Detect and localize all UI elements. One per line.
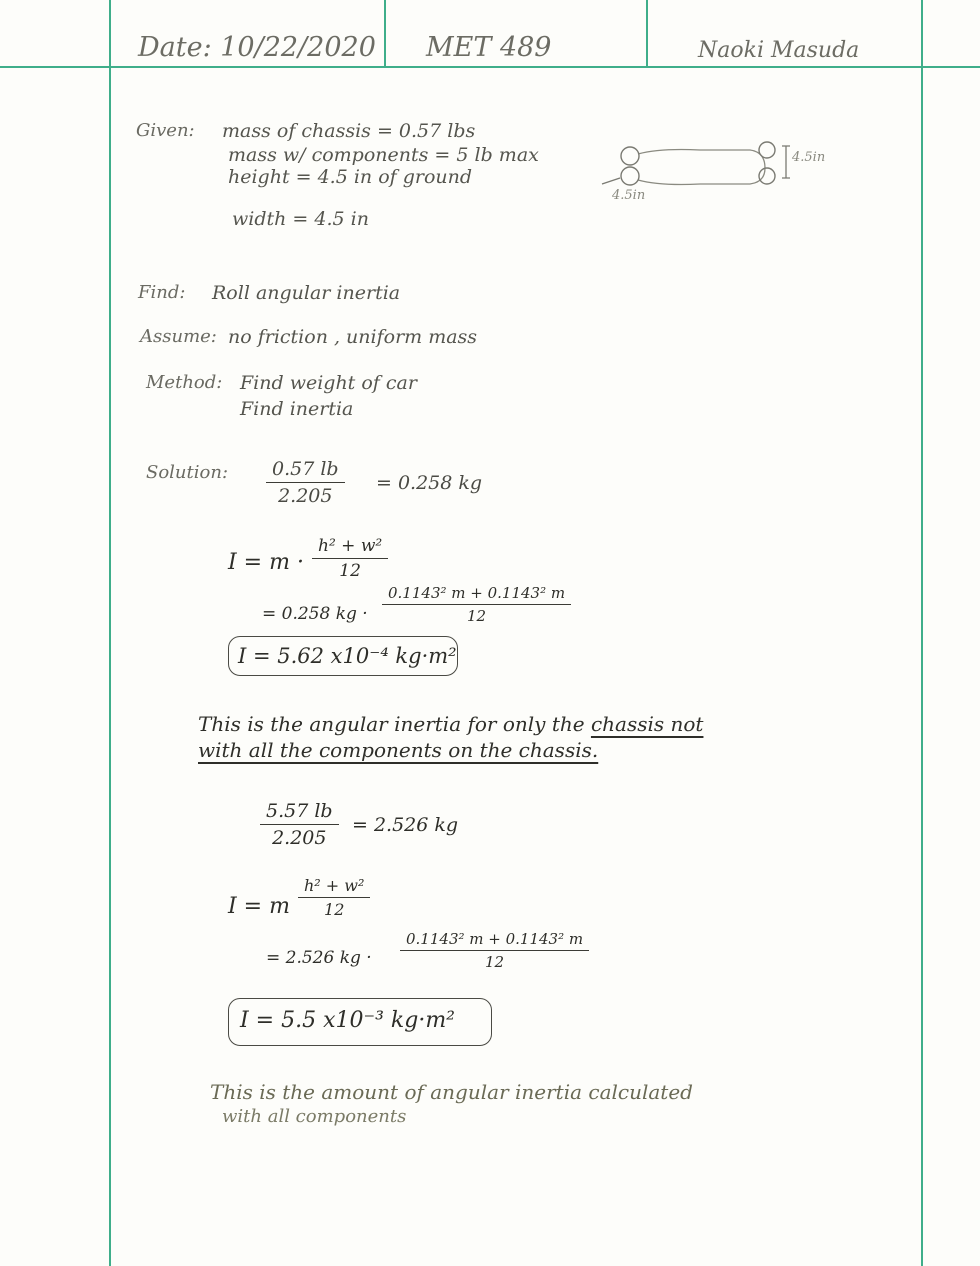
inertia2-answer: I = 5.5 x10⁻³ kg·m²	[240, 1008, 456, 1033]
method-label: Method:	[146, 372, 223, 393]
conv1-numerator: 0.57 lb	[266, 458, 345, 483]
header-divider-1	[384, 0, 386, 66]
conv2-numerator: 5.57 lb	[260, 800, 339, 825]
header-course: MET 489	[426, 32, 552, 63]
conv1-result: = 0.258 kg	[376, 472, 483, 494]
margin-line-left	[109, 0, 111, 1266]
given-line-3: height = 4.5 in of ground	[228, 166, 473, 188]
note2-line-2: with all components	[222, 1106, 407, 1127]
find-text: Roll angular inertia	[212, 282, 401, 304]
car-body-outline	[638, 150, 765, 185]
inertia2-formula	[298, 876, 370, 919]
method-line-2: Find inertia	[240, 398, 354, 420]
conv2-result: = 2.526 kg	[352, 814, 459, 836]
inertia2-lhs: I = m	[228, 894, 290, 919]
given-line-1: mass of chassis = 0.57 lbs	[222, 120, 476, 142]
inertia1-formula-den: 12	[339, 561, 361, 581]
note1-text: This is the angular inertia for only the	[198, 712, 591, 736]
conv2-fraction	[260, 800, 339, 849]
given-label: Given:	[136, 120, 195, 141]
wheel-icons	[621, 142, 775, 185]
conv1-fraction	[266, 458, 345, 507]
inertia2-sub-fraction	[400, 930, 589, 971]
conv2-denominator: 2.205	[272, 827, 327, 849]
given-line-2: mass w/ components = 5 lb max	[228, 144, 539, 166]
inertia1-formula-num: h² + w²	[312, 536, 388, 559]
sketch-width-label: 4.5in	[612, 188, 646, 203]
inertia1-answer: I = 5.62 x10⁻⁴ kg·m²	[238, 644, 457, 668]
header-divider-2	[646, 0, 648, 66]
note2-line-1: This is the amount of angular inertia calculated	[210, 1080, 693, 1104]
inertia2-sub-num: 0.1143² m + 0.1143² m	[400, 930, 589, 951]
method-line-1: Find weight of car	[240, 372, 417, 394]
inertia1-lhs: I = m ·	[228, 550, 304, 575]
sketch-height-label: 4.5in	[792, 150, 826, 165]
inertia1-formula	[312, 536, 388, 581]
header-name: Naoki Masuda	[698, 38, 860, 63]
inertia2-sub-den: 12	[485, 953, 505, 971]
assume-text: no friction , uniform mass	[228, 326, 478, 348]
header-rule	[0, 66, 980, 68]
inertia1-sub-fraction	[382, 584, 571, 625]
note1-underlined: chassis not	[590, 712, 704, 736]
inertia1-sub-num: 0.1143² m + 0.1143² m	[382, 584, 571, 605]
inertia1-sub-lhs: = 0.258 kg ·	[262, 604, 368, 624]
inertia2-formula-den: 12	[324, 900, 345, 919]
assume-label: Assume:	[140, 326, 217, 347]
inertia2-formula-num: h² + w²	[298, 876, 370, 898]
note1-line-1	[198, 712, 703, 736]
margin-line-right	[921, 0, 923, 1266]
note1-line-2: with all the components on the chassis.	[198, 738, 599, 762]
inertia1-sub-den: 12	[467, 607, 487, 625]
inertia2-sub-lhs: = 2.526 kg ·	[266, 948, 372, 968]
solution-label: Solution:	[146, 462, 229, 483]
header-date: Date: 10/22/2020	[138, 32, 376, 63]
conv1-denominator: 2.205	[278, 485, 333, 507]
find-label: Find:	[138, 282, 186, 303]
given-line-4: width = 4.5 in	[232, 208, 369, 230]
